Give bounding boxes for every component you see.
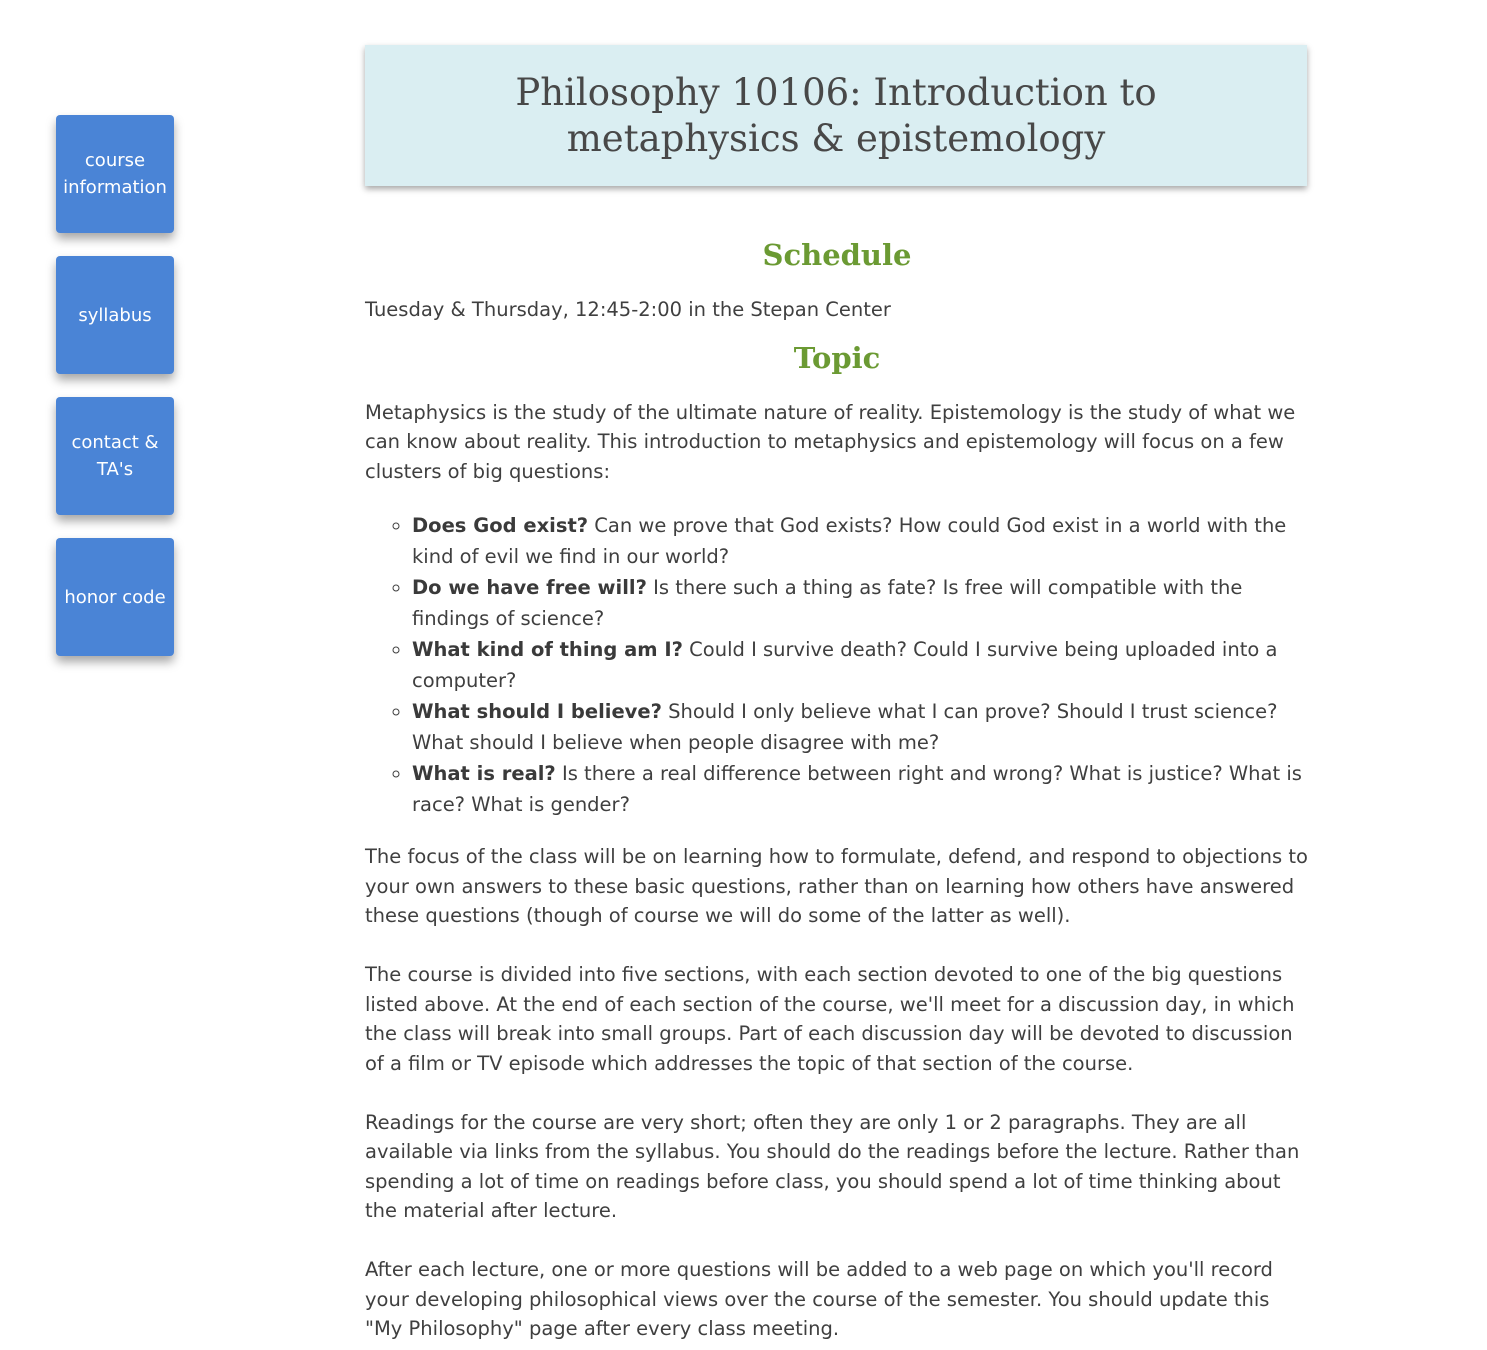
schedule-text: Tuesday & Thursday, 12:45-2:00 in the Stepan Center xyxy=(365,298,891,321)
list-item xyxy=(412,510,1309,572)
main-content xyxy=(365,232,1309,1350)
question-title: What kind of thing am I? xyxy=(412,638,683,661)
question-text: Should I only believe what I can prove? Should I trust science? What should I believe when people disagree with me? xyxy=(412,700,1278,754)
questions-list xyxy=(365,510,1309,820)
paragraph-sections: The course is divided into five sections, with each section devoted to one of the big questions listed above. At the end of each section of the course, we'll meet for a discussion day, in which the class will break into small groups. Part of each discussion day will be devoted to discussion of a film or TV episode which addresses the topic of that section of the course. xyxy=(365,963,1295,1075)
list-item xyxy=(412,758,1309,820)
nav-honor-code-button[interactable]: honor code xyxy=(56,538,174,656)
page-title: Philosophy 10106: Introduction to metaphysics & epistemology xyxy=(515,70,1157,160)
schedule-heading: Schedule xyxy=(762,238,912,272)
nav-contact-tas-button[interactable]: contact & TA's xyxy=(56,397,174,515)
sidebar-nav xyxy=(56,115,174,679)
page-header xyxy=(365,45,1307,186)
topic-heading: Topic xyxy=(793,340,881,375)
paragraph-focus: The focus of the class will be on learning how to formulate, defend, and respond to objections to your own answers to these basic questions, rather than on learning how others have answered these questions (though of course we will do some of the latter as well). xyxy=(365,845,1308,927)
nav-syllabus-button[interactable]: syllabus xyxy=(56,256,174,374)
paragraph-my-philosophy: After each lecture, one or more questions will be added to a web page on which you'll record your developing philosophical views over the course of the semester. You should update this "My Philosophy" page after every class meeting. xyxy=(365,1258,1273,1340)
question-text: Is there a real difference between right and wrong? What is justice? What is race? What is gender? xyxy=(412,762,1302,816)
question-text: Can we prove that God exists? How could God exist in a world with the kind of evil we find in our world? xyxy=(412,514,1287,568)
question-text: Could I survive death? Could I survive being uploaded into a computer? xyxy=(412,638,1278,692)
question-text: Is there such a thing as fate? Is free will compatible with the findings of science? xyxy=(412,576,1243,630)
list-item xyxy=(412,696,1309,758)
question-title: Does God exist? xyxy=(412,514,589,537)
question-title: What should I believe? xyxy=(412,700,662,723)
question-title: Do we have free will? xyxy=(412,576,647,599)
question-title: What is real? xyxy=(412,762,556,785)
topic-intro: Metaphysics is the study of the ultimate nature of reality. Epistemology is the study of what we can know about reality. This introduction to metaphysics and epistemology will focus on a few clusters of big questions: xyxy=(365,400,1296,483)
nav-course-information-button[interactable]: course information xyxy=(56,115,174,233)
list-item xyxy=(412,634,1309,696)
paragraph-readings: Readings for the course are very short; often they are only 1 or 2 paragraphs. They are all available via links from the syllabus. You should do the readings before the lecture. Rather than spending a lot of time on readings before class, you should spend a lot of time thinking about the material after lecture. xyxy=(365,1110,1300,1222)
list-item xyxy=(412,572,1309,634)
